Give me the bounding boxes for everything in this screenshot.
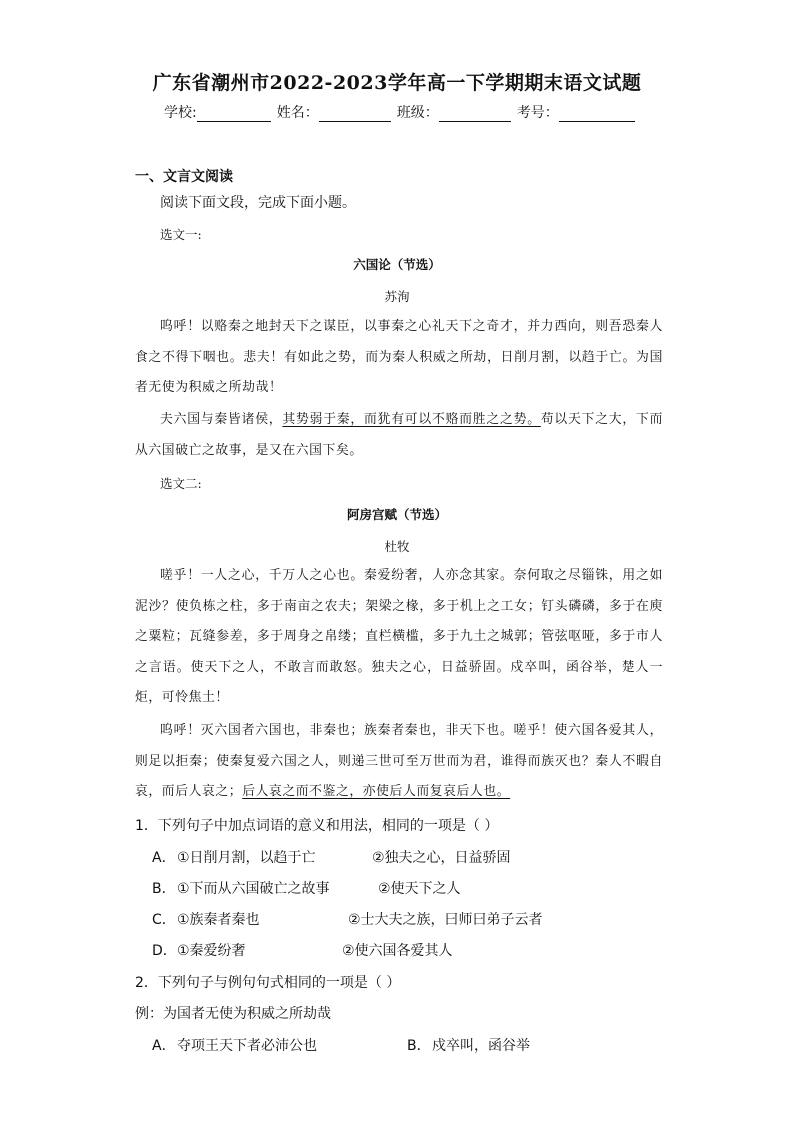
text2-author: 杜牧 xyxy=(384,539,410,554)
q1-option-b-first: ①下而从六国破亡之故事 xyxy=(177,881,330,897)
underlined-sentence-2: 后人哀之而不鉴之，亦使后人而复哀后人也。 xyxy=(242,784,511,799)
underlined-sentence-1: 其势弱于秦，而犹有可以不赂而胜之之势。 xyxy=(282,412,541,427)
school-blank[interactable] xyxy=(197,105,271,122)
text1-p2-end: 苟以天下之大，下而从六国破亡之故事，是又在六国下矣。 xyxy=(135,412,664,458)
exam-number-blank[interactable] xyxy=(559,105,635,122)
q1-option-d-second: ②使六国各爱其人 xyxy=(342,943,453,959)
q1-option-d-first: ①秦爱纷奢 xyxy=(177,943,246,959)
text2-paragraph-2 xyxy=(135,716,663,808)
text2-p2-start: 呜呼！灭六国者六国也，非秦也；族秦者秦也，非天下也。嗟乎！使六国各爱其人，则足以拒秦；使秦复爱六国之人，则递三世可至万世而为君，谁得而族灭也？秦人不暇自哀，而后人哀之； xyxy=(135,723,663,799)
q2-option-b-text: 戍卒叫，函谷举 xyxy=(432,1038,530,1054)
q1-option-d-letter: D． xyxy=(152,943,177,959)
page-title: 广东省潮州市2022-2023学年高一下学期期末语文试题 xyxy=(152,72,642,94)
text1-author: 苏洵 xyxy=(384,289,410,304)
question-2-stem: 2．下列句子与例句句式相同的一项是（ ） xyxy=(135,975,401,991)
student-info-line xyxy=(164,102,641,122)
text1-title: 六国论（节选） xyxy=(353,257,441,272)
q2-option-a-text: 夺项王天下者必沛公也 xyxy=(177,1038,317,1054)
exam-number-label: 考号： xyxy=(516,105,559,121)
section-title: 一、文言文阅读 xyxy=(135,169,233,185)
q1-option-c-letter: C． xyxy=(152,912,176,928)
question-2-example: 例：为国者无使为积威之所劫哉 xyxy=(135,1006,331,1022)
q1-option-b-letter: B． xyxy=(152,881,176,897)
name-label: 姓名： xyxy=(276,105,319,121)
q2-option-b-letter: B． xyxy=(407,1038,431,1054)
q2-option-a-letter: A． xyxy=(152,1038,176,1054)
school-label: 学校: xyxy=(164,105,197,121)
q1-option-c-second: ②士大夫之族，曰师曰弟子云者 xyxy=(348,912,543,928)
text2-title: 阿房宫赋（节选） xyxy=(346,507,447,522)
text2-label: 选文二: xyxy=(160,476,202,491)
text2-paragraph-1: 嗟乎！一人之心，千万人之心也。秦爱纷奢，人亦念其家。奈何取之尽锱铢，用之如泥沙？使负栋之柱，多于南亩之农夫；架梁之椽，多于机上之工女；钉头磷磷，多于在庾之粟粒；瓦缝参差，多于周身之帛缕；直栏横槛，多于九土之城郭；管弦呕哑，多于市人之言语。使天下之人，不敢言而敢怒。独夫之心，日益骄固。戍卒叫，函谷举，楚人一炬，可怜焦土！ xyxy=(135,568,663,705)
text1-label: 选文一: xyxy=(160,227,202,242)
instruction: 阅读下面文段，完成下面小题。 xyxy=(160,195,356,211)
q1-option-a-letter: A． xyxy=(152,850,176,866)
q1-option-a-second: ②独夫之心，日益骄固 xyxy=(372,850,511,866)
q1-option-c-first: ①族秦者秦也 xyxy=(177,912,260,928)
text1-paragraph-1: 呜呼！以赂秦之地封天下之谋臣，以事秦之心礼天下之奇才，并力西向，则吾恐秦人食之不得下咽也。悲夫！有如此之势，而为秦人积威之所劫，日削月割，以趋于亡。为国者无使为积威之所劫哉！ xyxy=(135,319,663,395)
q1-option-a-first: ①日削月割，以趋于亡 xyxy=(177,850,316,866)
q1-option-b-second: ②使天下之人 xyxy=(378,881,461,897)
class-label: 班级： xyxy=(396,105,439,121)
class-blank[interactable] xyxy=(439,105,511,122)
name-blank[interactable] xyxy=(319,105,391,122)
text1-p2-start: 夫六国与秦皆诸侯， xyxy=(160,412,283,427)
question-1-stem: 1．下列句子中加点词语的意义和用法，相同的一项是（ ） xyxy=(135,818,499,834)
text1-paragraph-2 xyxy=(135,405,663,466)
